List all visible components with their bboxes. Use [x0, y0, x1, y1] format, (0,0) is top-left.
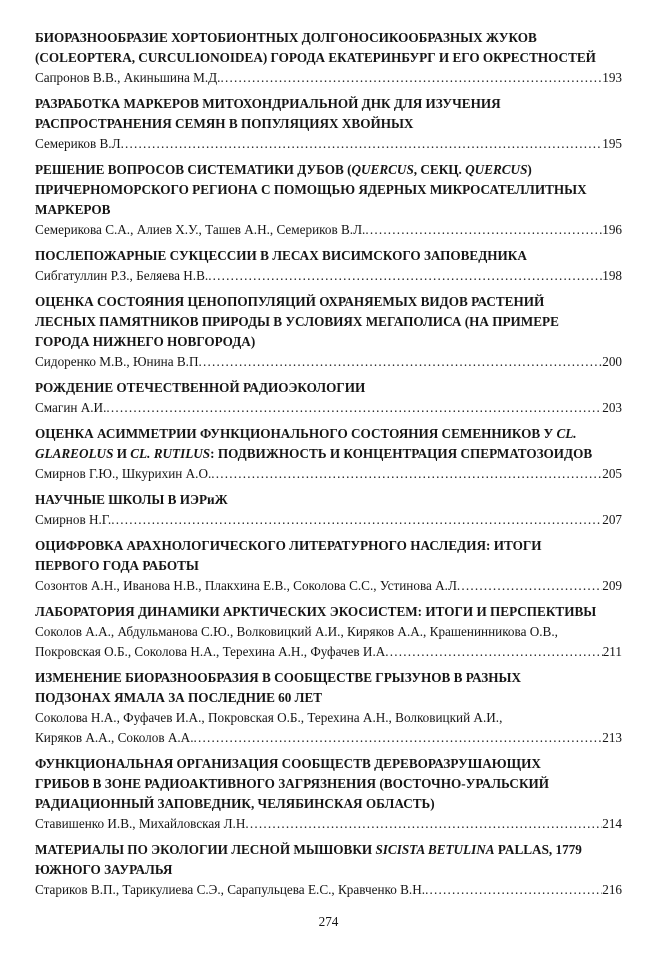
toc-entry-title-line [35, 378, 622, 398]
toc-entry-page-number: 211 [602, 644, 622, 659]
title-segment: ОЦЕНКА СОСТОЯНИЯ ЦЕНОПОПУЛЯЦИЙ ОХРАНЯЕМЫХ ВИДОВ РАСТЕНИЙ [35, 294, 545, 309]
toc-entry-page-number: 213 [602, 730, 622, 745]
toc-entry-page-number: 195 [602, 136, 622, 151]
toc-entry-title-line [35, 556, 622, 576]
toc-entry-title-line [35, 200, 622, 220]
toc-list [35, 28, 622, 900]
toc-entry-title-line [35, 444, 622, 464]
toc-entry-authors: Созонтов А.Н., Иванова Н.В., Плакхина Е.В., Соколова С.С., Устинова А.Л [35, 578, 457, 593]
toc-entry [35, 490, 622, 530]
toc-entry-authors-line [35, 220, 622, 240]
dot-leader [457, 576, 602, 596]
toc-entry [35, 840, 622, 900]
title-segment: ОЦЕНКА АСИММЕТРИИ ФУНКЦИОНАЛЬНОГО СОСТОЯНИЯ СЕМЕННИКОВ У [35, 426, 557, 441]
toc-entry-title-line [35, 114, 622, 134]
toc-entry [35, 292, 622, 372]
toc-entry-title-line [35, 160, 622, 180]
toc-entry-authors: Смагин А.И. [35, 400, 107, 415]
title-segment: НАУЧНЫЕ ШКОЛЫ В ИЭРиЖ [35, 492, 228, 507]
toc-entry-title-line [35, 536, 622, 556]
title-segment: ПОДЗОНАХ ЯМАЛА ЗА ПОСЛЕДНИЕ 60 ЛЕТ [35, 690, 323, 705]
toc-entry-title-line [35, 774, 622, 794]
toc-entry-authors: Ставишенко И.В., Михайловская Л.Н [35, 816, 246, 831]
title-segment: PALLAS, 1779 [494, 842, 582, 857]
toc-entry-page-number: 209 [602, 578, 622, 593]
title-segment: ФУНКЦИОНАЛЬНАЯ ОРГАНИЗАЦИЯ СООБЩЕСТВ ДЕРЕВОРАЗРУШАЮЩИХ [35, 756, 541, 771]
toc-entry [35, 668, 622, 748]
toc-entry-title-line [35, 180, 622, 200]
dot-leader [194, 728, 603, 748]
toc-entry-authors: Сапронов В.В., Акиньшина М.Д. [35, 70, 221, 85]
title-segment: ГОРОДА НИЖНЕГО НОВГОРОДА) [35, 334, 256, 349]
toc-entry-page-number: 200 [602, 354, 622, 369]
title-italic-segment: CL. [556, 426, 577, 441]
toc-entry-title-line [35, 490, 622, 510]
dot-leader [220, 68, 602, 88]
toc-entry-title-line [35, 840, 622, 860]
title-italic-segment: QUERCUS [465, 162, 528, 177]
toc-entry-authors-line [35, 814, 622, 834]
toc-entry-authors-line [35, 464, 622, 484]
toc-entry-authors: Сидоренко М.В., Юнина В.П [35, 354, 199, 369]
title-segment: РАСПРОСТРАНЕНИЯ СЕМЯН В ПОПУЛЯЦИЯХ ХВОЙНЫХ [35, 116, 414, 131]
title-segment: (COLEOPTERA, CURCULIONOIDEA) ГОРОДА ЕКАТЕРИНБУРГ И ЕГО ОКРЕСТНОСТЕЙ [35, 50, 596, 65]
dot-leader [121, 134, 603, 154]
title-segment: ПОСЛЕПОЖАРНЫЕ СУКЦЕССИИ В ЛЕСАХ ВИСИМСКОГО ЗАПОВЕДНИКА [35, 248, 527, 263]
toc-entry-title-line [35, 94, 622, 114]
toc-entry-authors: Смирнов Г.Ю., Шкурихин А.О. [35, 466, 212, 481]
toc-entry-authors: Семериков В.Л [35, 136, 121, 151]
title-segment: ОЦИФРОВКА АРАХНОЛОГИЧЕСКОГО ЛИТЕРАТУРНОГО НАСЛЕДИЯ: ИТОГИ [35, 538, 542, 553]
title-segment: РОЖДЕНИЕ ОТЕЧЕСТВЕННОЙ РАДИОЭКОЛОГИИ [35, 380, 366, 395]
toc-entry [35, 94, 622, 154]
toc-entry-authors-line [35, 576, 622, 596]
toc-entry-page-number: 214 [602, 816, 622, 831]
title-segment: РАДИАЦИОННЫЙ ЗАПОВЕДНИК, ЧЕЛЯБИНСКАЯ ОБЛАСТЬ) [35, 796, 435, 811]
dot-leader [111, 510, 602, 530]
title-segment: , СЕКЦ. [413, 162, 466, 177]
title-segment: МАТЕРИАЛЫ ПО ЭКОЛОГИИ ЛЕСНОЙ МЫШОВКИ [35, 842, 376, 857]
toc-entry-title-line [35, 688, 622, 708]
title-italic-segment: SICISTA BETULINA [375, 842, 495, 857]
toc-entry-page-number: 198 [602, 268, 622, 283]
title-segment: ) [527, 162, 532, 177]
toc-entry-authors-line [35, 68, 622, 88]
toc-entry-page-number: 207 [602, 512, 622, 527]
toc-entry-authors: Смирнов Н.Г. [35, 512, 112, 527]
dot-leader [211, 464, 602, 484]
toc-entry-authors-line [35, 266, 622, 286]
toc-entry-authors-line [35, 398, 622, 418]
toc-entry-authors: Сибгатуллин Р.З., Беляева Н.В. [35, 268, 209, 283]
toc-entry-authors-line [35, 510, 622, 530]
toc-entry [35, 754, 622, 834]
toc-entry-title-line [35, 292, 622, 312]
toc-entry-title-line [35, 668, 622, 688]
toc-entry-authors-line [35, 880, 622, 900]
footer-page-number: 274 [318, 914, 339, 929]
dot-leader [106, 398, 602, 418]
toc-entry-page-number: 203 [602, 400, 622, 415]
toc-entry-page-number: 193 [602, 70, 622, 85]
toc-entry-page-number: 196 [602, 222, 622, 237]
dot-leader [245, 814, 602, 834]
title-segment: ЛАБОРАТОРИЯ ДИНАМИКИ АРКТИЧЕСКИХ ЭКОСИСТЕМ: ИТОГИ И ПЕРСПЕКТИВЫ [35, 604, 597, 619]
toc-entry-authors-line [35, 622, 622, 642]
toc-entry-title-line [35, 794, 622, 814]
toc-entry-authors-line [35, 134, 622, 154]
toc-entry [35, 160, 622, 240]
toc-entry-authors-line [35, 728, 622, 748]
toc-entry [35, 378, 622, 418]
title-italic-segment: GLAREOLUS [35, 446, 114, 461]
title-segment: РЕШЕНИЕ ВОПРОСОВ СИСТЕМАТИКИ ДУБОВ ( [35, 162, 352, 177]
dot-leader [425, 880, 602, 900]
toc-entry-page-number: 216 [602, 882, 622, 897]
title-segment: ЮЖНОГО ЗАУРАЛЬЯ [35, 862, 173, 877]
toc-entry [35, 246, 622, 286]
dot-leader [365, 220, 602, 240]
title-italic-segment: QUERCUS [351, 162, 414, 177]
toc-entry-title-line [35, 424, 622, 444]
dot-leader [208, 266, 602, 286]
toc-entry-title-line [35, 332, 622, 352]
toc-entry-title-line [35, 28, 622, 48]
title-segment: : ПОДВИЖНОСТЬ И КОНЦЕНТРАЦИЯ СПЕРМАТОЗОИДОВ [210, 446, 593, 461]
title-segment: ГРИБОВ В ЗОНЕ РАДИОАКТИВНОГО ЗАГРЯЗНЕНИЯ (ВОСТОЧНО-УРАЛЬСКИЙ [35, 776, 550, 791]
title-segment: И [113, 446, 131, 461]
toc-entry-title-line [35, 246, 622, 266]
toc-entry-authors-line [35, 708, 622, 728]
toc-entry-authors: Соколова Н.А., Фуфачев И.А., Покровская О.Б., Терехина А.Н., Волковицкий А.И., [35, 710, 503, 725]
title-segment: БИОРАЗНООБРАЗИЕ ХОРТОБИОНТНЫХ ДОЛГОНОСИКООБРАЗНЫХ ЖУКОВ [35, 30, 537, 45]
toc-entry-authors: Киряков А.А., Соколов А.А. [35, 730, 194, 745]
toc-entry-title-line [35, 312, 622, 332]
title-italic-segment: CL. RUTILUS [130, 446, 211, 461]
toc-entry [35, 28, 622, 88]
toc-entry-title-line [35, 754, 622, 774]
toc-entry [35, 424, 622, 484]
dot-leader [385, 642, 602, 662]
toc-entry-authors: Семерикова С.А., Алиев Х.У., Ташев А.Н., Семериков В.Л. [35, 222, 366, 237]
toc-entry-authors-line [35, 352, 622, 372]
toc-entry-title-line [35, 602, 622, 622]
title-segment: МАРКЕРОВ [35, 202, 111, 217]
toc-entry-authors-line [35, 642, 622, 662]
toc-entry [35, 536, 622, 596]
title-segment: РАЗРАБОТКА МАРКЕРОВ МИТОХОНДРИАЛЬНОЙ ДНК ДЛЯ ИЗУЧЕНИЯ [35, 96, 501, 111]
toc-entry-title-line [35, 860, 622, 880]
title-segment: ИЗМЕНЕНИЕ БИОРАЗНООБРАЗИЯ В СООБЩЕСТВЕ ГРЫЗУНОВ В РАЗНЫХ [35, 670, 521, 685]
dot-leader [199, 352, 603, 372]
toc-entry-authors: Покровская О.Б., Соколова Н.А., Терехина А.Н., Фуфачев И.А [35, 644, 386, 659]
toc-entry-authors: Соколов А.А., Абдульманова С.Ю., Волковицкий А.И., Киряков А.А., Крашенинникова О.В., [35, 624, 558, 639]
toc-entry [35, 602, 622, 662]
title-segment: ПРИЧЕРНОМОРСКОГО РЕГИОНА С ПОМОЩЬЮ ЯДЕРНЫХ МИКРОСАТЕЛЛИТНЫХ [35, 182, 587, 197]
toc-entry-authors: Стариков В.П., Тарикулиева С.Э., Сарапульцева Е.С., Кравченко В.Н. [35, 882, 426, 897]
title-segment: ПЕРВОГО ГОДА РАБОТЫ [35, 558, 199, 573]
toc-entry-page-number: 205 [602, 466, 622, 481]
title-segment: ЛЕСНЫХ ПАМЯТНИКОВ ПРИРОДЫ В УСЛОВИЯХ МЕГАПОЛИСА (НА ПРИМЕРЕ [35, 314, 559, 329]
toc-entry-title-line [35, 48, 622, 68]
